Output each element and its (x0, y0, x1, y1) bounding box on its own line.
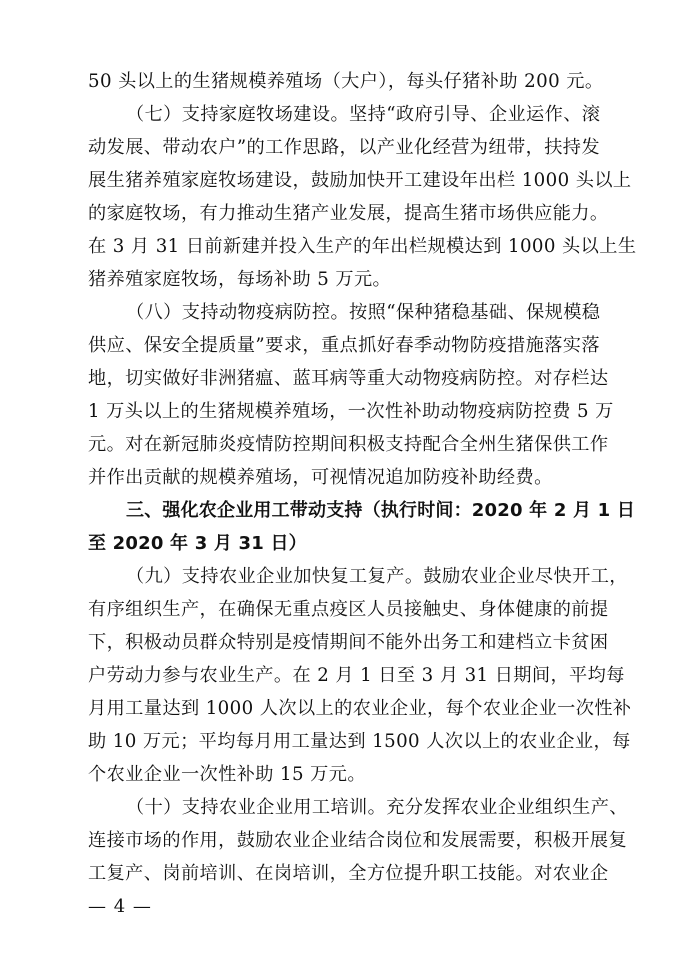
paragraph-9-heading-line: （九）支持农业企业加快复工复产。鼓励农业企业尽快开工， (126, 566, 628, 587)
text-line: 并作出贡献的规模养殖场，可视情况追加防疫补助经费。 (88, 467, 553, 488)
text-line: 元。对在新冠肺炎疫情防控期间积极支持配合全州生猪保供工作 (88, 434, 609, 455)
section-3-heading: 三、强化农企业用工带动支持（执行时间：2020 年 2 月 1 日 (126, 500, 636, 521)
text-line: 在 3 月 31 日前新建并投入生产的年出栏规模达到 1000 头以上生 (88, 236, 637, 257)
section-3-heading-cont: 至 2020 年 3 月 31 日） (88, 533, 307, 554)
text-line: 的家庭牧场，有力推动生猪产业发展，提高生猪市场供应能力。 (88, 203, 609, 224)
text-line: 1 万头以上的生猪规模养殖场，一次性补助动物疫病防控费 5 万 (88, 401, 614, 422)
text-line: 50 头以上的生猪规模养殖场（大户），每头仔猪补助 200 元。 (88, 71, 604, 92)
text-line: 猪养殖家庭牧场，每场补助 5 万元。 (88, 269, 392, 290)
text-line: 连接市场的作用，鼓励农业企业结合岗位和发展需要，积极开展复 (88, 830, 628, 851)
text-line: 月用工量达到 1000 人次以上的农业企业，每个农业企业一次性补 (88, 698, 632, 719)
text-line: 户劳动力参与农业生产。在 2 月 1 日至 3 月 31 日期间，平均每 (88, 665, 625, 686)
text-line: 地，切实做好非洲猪瘟、蓝耳病等重大动物疫病防控。对存栏达 (88, 368, 609, 389)
paragraph-10-heading-line: （十）支持农业企业用工培训。充分发挥农业企业组织生产、 (126, 797, 628, 818)
paragraph-7-heading-line: （七）支持家庭牧场建设。坚持“政府引导、企业运作、滚 (126, 104, 601, 125)
page-number: — 4 — (88, 896, 152, 917)
paragraph-8-heading-line: （八）支持动物疫病防控。按照“保种猪稳基础、保规模稳 (126, 302, 601, 323)
text-line: 展生猪养殖家庭牧场建设，鼓励加快开工建设年出栏 1000 头以上 (88, 170, 632, 191)
text-line: 有序组织生产，在确保无重点疫区人员接触史、身体健康的前提 (88, 599, 609, 620)
text-line: 工复产、岗前培训、在岗培训，全方位提升职工技能。对农业企 (88, 863, 609, 884)
text-line: 助 10 万元；平均每月用工量达到 1500 人次以上的农业企业，每 (88, 731, 631, 752)
text-line: 个农业企业一次性补助 15 万元。 (88, 764, 366, 785)
text-line: 动发展、带动农户”的工作思路，以产业化经营为纽带，扶持发 (88, 137, 600, 158)
text-line: 下，积极动员群众特别是疫情期间不能外出务工和建档立卡贫困 (88, 632, 609, 653)
text-line: 供应、保安全提质量”要求，重点抓好春季动物防疫措施落实落 (88, 335, 600, 356)
